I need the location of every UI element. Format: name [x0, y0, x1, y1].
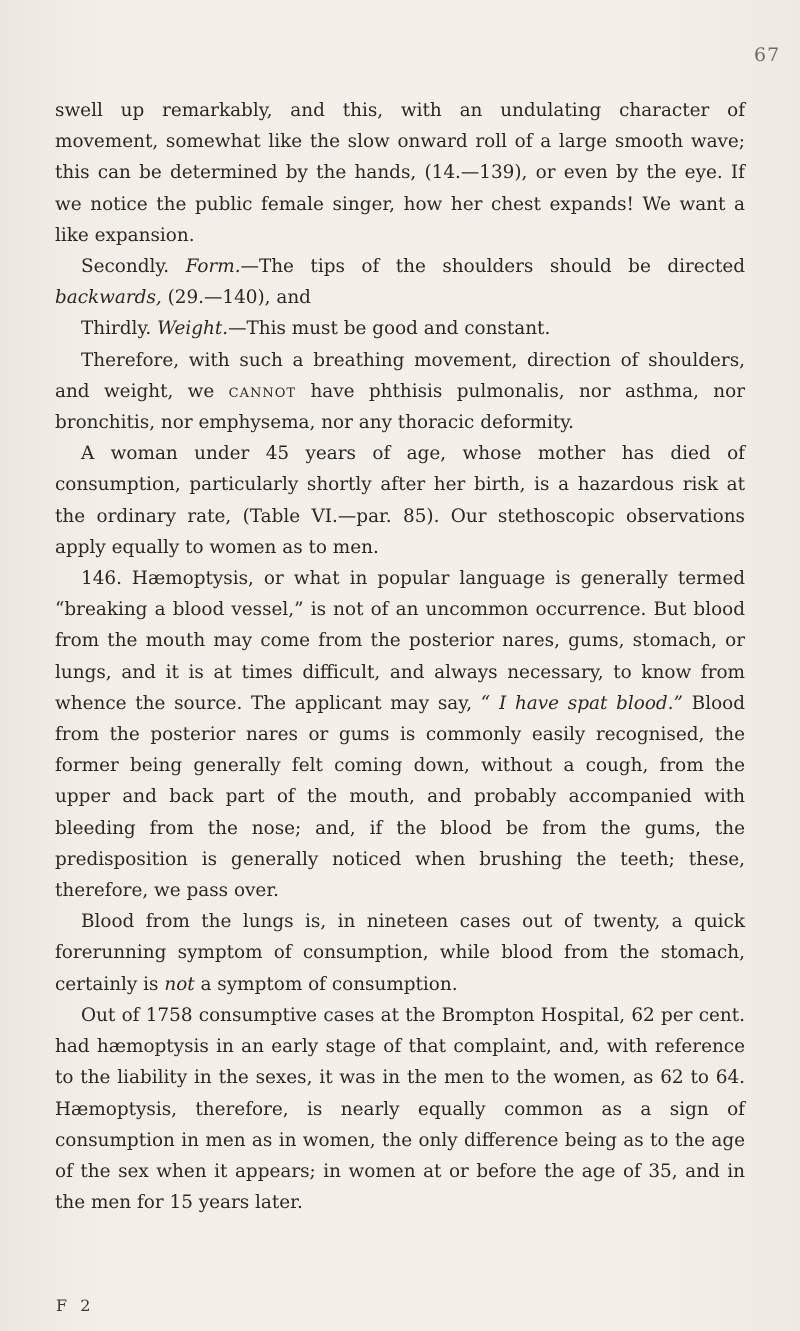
paragraph-continuation: swell up remarkably, and this, with an undulating character of movement, somewhat like the slow onward roll of a large smooth wave; this can be determined by the hands, (14.—139), or even by the eye. If we notice the public female singer, how her chest expands! We want a like expansion. — [55, 100, 745, 246]
body-text — [55, 95, 745, 1218]
paragraph-weight — [55, 313, 745, 344]
form-italic: backwards, — [55, 287, 162, 309]
form-label: Form. — [185, 256, 241, 278]
p146-tail: Blood from the posterior nares or gums is commonly easily recognised, the former being generally felt coming down, without a cough, from the upper and back part of the mouth, and probably accompanied with bleeding from the nose; and, if the blood be from the gums, the predisposition is generally noticed when brushing the teeth; these, therefore, we pass over. — [55, 692, 746, 902]
therefore-cannot: cannot — [228, 380, 297, 402]
therefore-lead: Therefore, with such a breathing movement, direction of shoulders, and weight, we — [55, 349, 745, 402]
p146-quote: “ I have spat blood.” — [480, 692, 683, 714]
form-tail: (29.—140), and — [161, 287, 311, 309]
paragraph-woman-risk: A woman under 45 years of age, whose mother has died of consumption, particularly shortly after her birth, is a hazardous risk at the ordinary rate, (Table VI.—par. 85). Our stethoscopic observations apply equally to women as to men. — [55, 443, 745, 558]
page-number: 67 — [754, 44, 781, 66]
paragraph-form — [55, 251, 745, 313]
weight-label: Weight. — [157, 318, 229, 340]
lungs-lead: Blood from the lungs is, in nineteen cases out of twenty, a quick forerunning symptom of consumption, while blood from the stomach, certainly is — [55, 911, 745, 995]
weight-tail: —This must be good and constant. — [228, 318, 551, 340]
signature-mark: F 2 — [56, 1296, 95, 1315]
therefore-tail: have phthisis pulmonalis, nor asthma, nor bronchitis, nor emphysema, nor any thoracic deformity. — [55, 380, 745, 434]
lungs-not: not — [164, 973, 195, 995]
paragraph-therefore — [55, 345, 745, 439]
lungs-tail: a symptom of consumption. — [194, 973, 458, 995]
paragraph-brompton: Out of 1758 consumptive cases at the Brompton Hospital, 62 per cent. had hæmoptysis in an early stage of that complaint, and, with reference to the liability in the sexes, it was in the men to the women, as 62 to 64. Hæmoptysis, therefore, is nearly equally common as a sign of consumption in men as in women, the only difference being as to the age of the sex when it appears; in women at or before the age of 35, and in the men for 15 years later. — [55, 1004, 745, 1214]
p146-lead: 146. Hæmoptysis, or what in popular language is generally termed “breaking a blood vessel,” is not of an uncommon occurrence. But blood from the mouth may come from the posterior nares, gums, stomach, or lungs, and it is at times difficult, and always necessary, to know from whence the source. The applicant may say, — [55, 568, 745, 714]
weight-lead: Thirdly. — [81, 318, 158, 340]
form-lead: Secondly. — [81, 256, 186, 278]
paragraph-146-haemoptysis — [55, 563, 745, 906]
form-mid: —The tips of the shoulders should be directed — [240, 256, 745, 278]
paragraph-lungs — [55, 906, 745, 1000]
